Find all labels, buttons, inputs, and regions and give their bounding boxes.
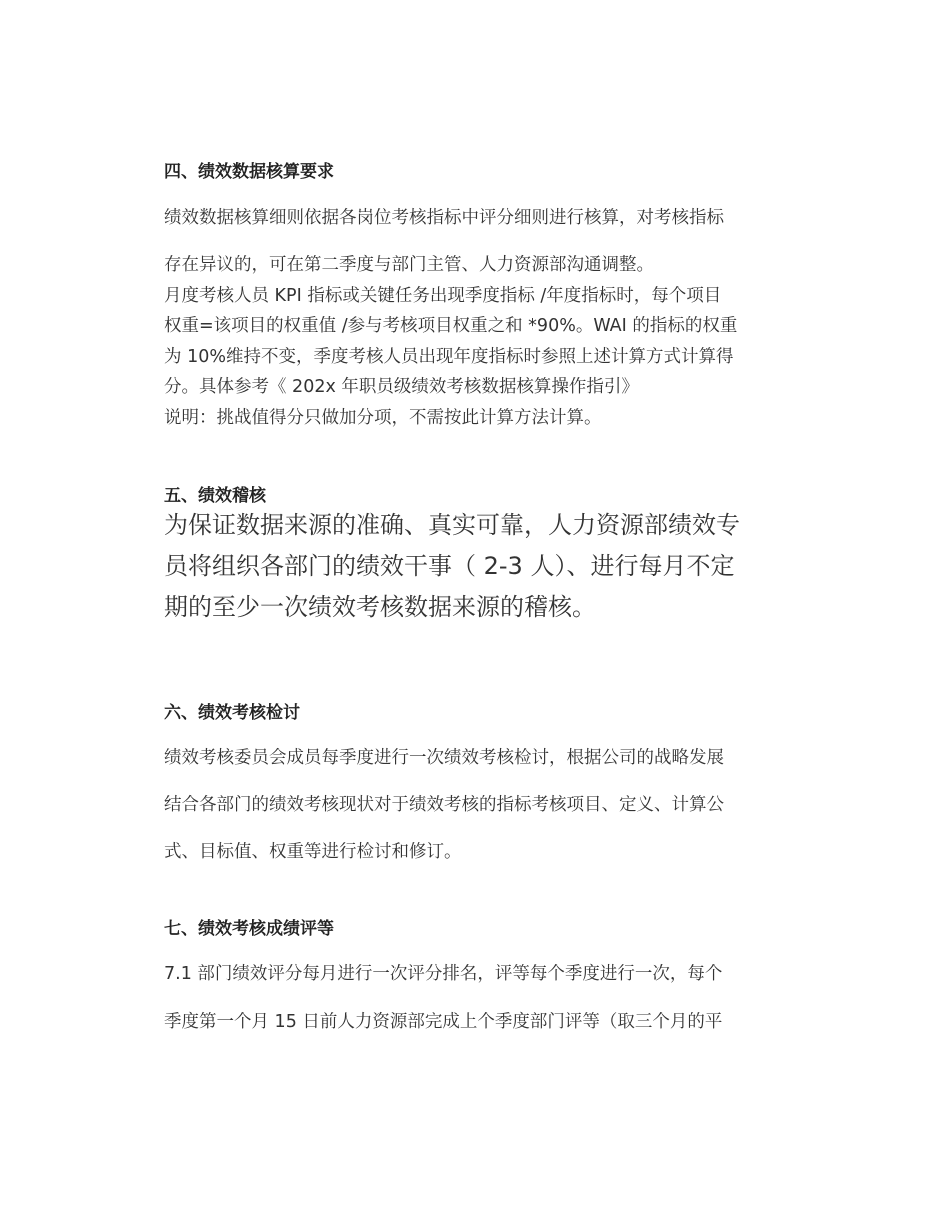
section-7-heading: 七、绩效考核成绩评等 xyxy=(164,919,334,939)
section-4-line: 为 10%维持不变，季度考核人员出现年度指标时参照上述计算方式计算得 xyxy=(164,347,734,367)
section-4-line: 说明：挑战值得分只做加分项，不需按此计算方法计算。 xyxy=(164,408,602,428)
section-5-line: 为保证数据来源的准确、真实可靠，人力资源部绩效专 xyxy=(164,511,740,539)
section-4-heading: 四、绩效数据核算要求 xyxy=(164,162,334,182)
section-4-line: 分。具体参考《 202x 年职员级绩效考核数据核算操作指引》 xyxy=(164,377,639,397)
section-7-line: 季度第一个月 15 日前人力资源部完成上个季度部门评等（取三个月的平 xyxy=(164,1012,723,1032)
section-5-line: 期的至少一次绩效考核数据来源的稽核。 xyxy=(164,593,596,621)
section-6-line: 结合各部门的绩效考核现状对于绩效考核的指标考核项目、定义、计算公 xyxy=(164,795,724,815)
section-5-line: 员将组织各部门的绩效干事（ 2-3 人）、进行每月不定 xyxy=(164,552,735,580)
section-4-line: 权重=该项目的权重值 /参与考核项目权重之和 *90%。WAI 的指标的权重 xyxy=(164,316,738,336)
section-6-heading: 六、绩效考核检讨 xyxy=(164,703,300,723)
section-7-line: 7.1 部门绩效评分每月进行一次评分排名，评等每个季度进行一次，每个 xyxy=(164,964,723,984)
section-4-line: 存在异议的，可在第二季度与部门主管、人力资源部沟通调整。 xyxy=(164,255,654,275)
section-4-line: 绩效数据核算细则依据各岗位考核指标中评分细则进行核算，对考核指标 xyxy=(164,208,724,228)
section-5-heading: 五、绩效稽核 xyxy=(164,486,266,506)
section-6-line: 绩效考核委员会成员每季度进行一次绩效考核检讨，根据公司的战略发展 xyxy=(164,748,724,768)
section-4-line: 月度考核人员 KPI 指标或关键任务出现季度指标 /年度指标时，每个项目 xyxy=(164,286,722,306)
section-6-line: 式、目标值、权重等进行检讨和修订。 xyxy=(164,842,462,862)
